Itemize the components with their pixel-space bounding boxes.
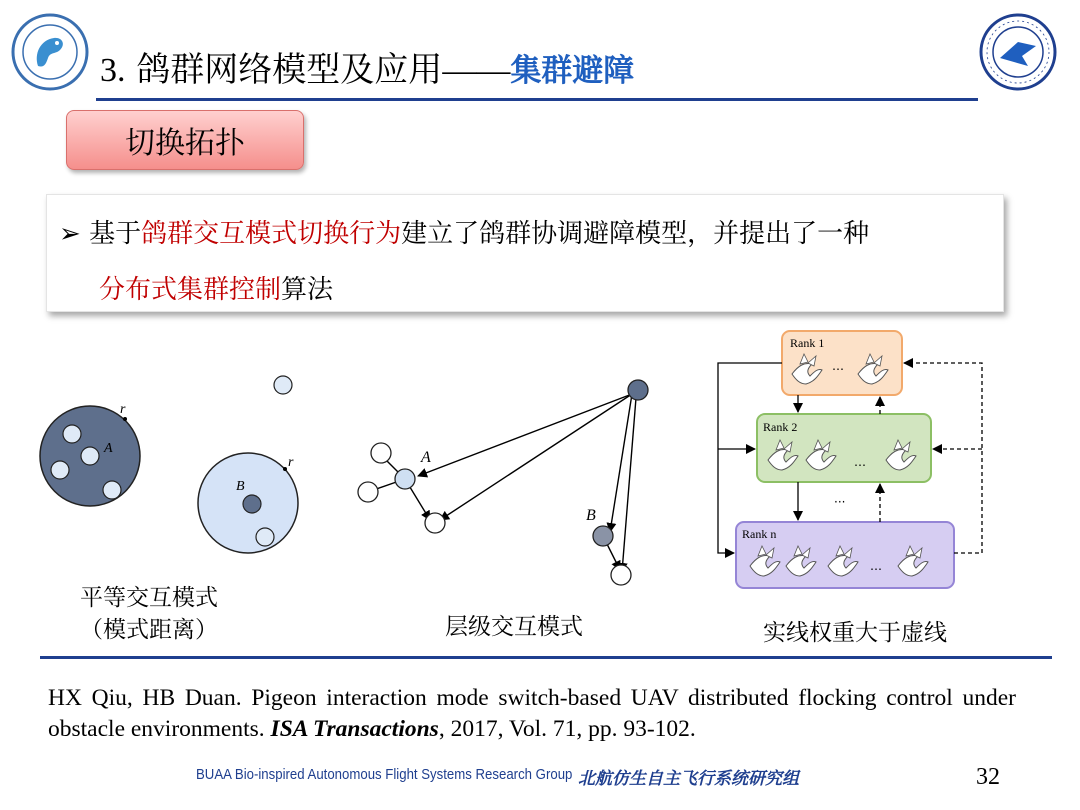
rank-caption: 实线权重大于虚线	[763, 620, 947, 646]
neighbor-agent	[63, 425, 81, 443]
rank-ellipsis: …	[832, 359, 844, 373]
title-text: 鸽群网络模型及应用	[136, 50, 443, 90]
reference-details: , 2017, Vol. 71, pp. 93-102.	[438, 716, 696, 742]
radius-marker	[283, 467, 287, 471]
callout-highlight: 鸽群交互模式切换行为	[141, 219, 402, 249]
callout-line-1	[59, 213, 869, 250]
footer-group-name: BUAA Bio-inspired Autonomous Flight Systems Research Group	[196, 766, 573, 783]
callout-line-2	[99, 269, 333, 306]
bullet-arrow-icon: ➢	[59, 219, 81, 249]
header-rule	[96, 98, 978, 101]
radius-marker	[123, 417, 127, 421]
callout-box	[46, 194, 1004, 312]
caption-line: 平等交互模式	[80, 585, 218, 611]
page-title	[100, 42, 634, 91]
callout-text: 算法	[281, 275, 334, 305]
footer-group-name-cn: 北航仿生自主飞行系统研究组	[578, 769, 799, 789]
rank-n-label: Rank n	[742, 527, 777, 541]
agent-a	[81, 447, 99, 465]
agent-b	[243, 495, 261, 513]
rank-ellipsis: …	[870, 559, 882, 573]
follower-agent	[358, 482, 378, 502]
footer-rule	[40, 656, 1052, 659]
callout-text: 基于	[89, 219, 142, 249]
hierarchical-agents	[358, 380, 648, 585]
equal-mode-diagram	[40, 376, 298, 553]
rank-ellipsis: …	[854, 455, 866, 469]
reference-text: HX Qiu, HB Duan. Pigeon interaction mode switch-based UAV distributed flocking control under obstacle environments.	[48, 685, 1016, 742]
follower-agent	[425, 513, 445, 533]
rank-structure-diagram	[718, 331, 982, 588]
agent-b	[593, 526, 613, 546]
equal-mode-caption	[56, 582, 242, 646]
section-number: 3.	[100, 52, 126, 89]
caption-line: （模式距离）	[80, 617, 218, 643]
label-a: A	[104, 441, 113, 456]
neighbor-agent	[103, 481, 121, 499]
title-accent: 集群避障	[510, 53, 635, 89]
follower-agent	[611, 565, 631, 585]
reference-journal: ISA Transactions	[270, 716, 439, 742]
lab-logo-icon	[10, 12, 90, 92]
hierarchical-mode-caption: 层级交互模式	[445, 614, 583, 640]
callout-highlight: 分布式集群控制	[99, 275, 282, 305]
agent-a	[395, 469, 415, 489]
rank-2-label: Rank 2	[763, 420, 798, 434]
title-dash: ——	[442, 52, 511, 89]
section-badge: 切换拓扑	[66, 110, 304, 170]
neighbor-agent	[51, 461, 69, 479]
outside-agent	[274, 376, 292, 394]
vertical-ellipsis: ···	[834, 495, 846, 509]
page-number: 32	[976, 764, 1000, 790]
neighbor-agent	[256, 528, 274, 546]
leader-agent	[628, 380, 648, 400]
label-b: B	[236, 479, 245, 494]
label-r: r	[120, 402, 126, 417]
label-r: r	[288, 455, 294, 470]
university-seal-icon	[978, 12, 1058, 92]
label-a: A	[421, 449, 431, 466]
label-b: B	[586, 507, 596, 524]
callout-text: 建立了鸽群协调避障模型，并提出了一种	[401, 219, 870, 249]
follower-agent	[371, 443, 391, 463]
reference-citation	[48, 683, 1016, 745]
rank-1-label: Rank 1	[790, 336, 825, 350]
